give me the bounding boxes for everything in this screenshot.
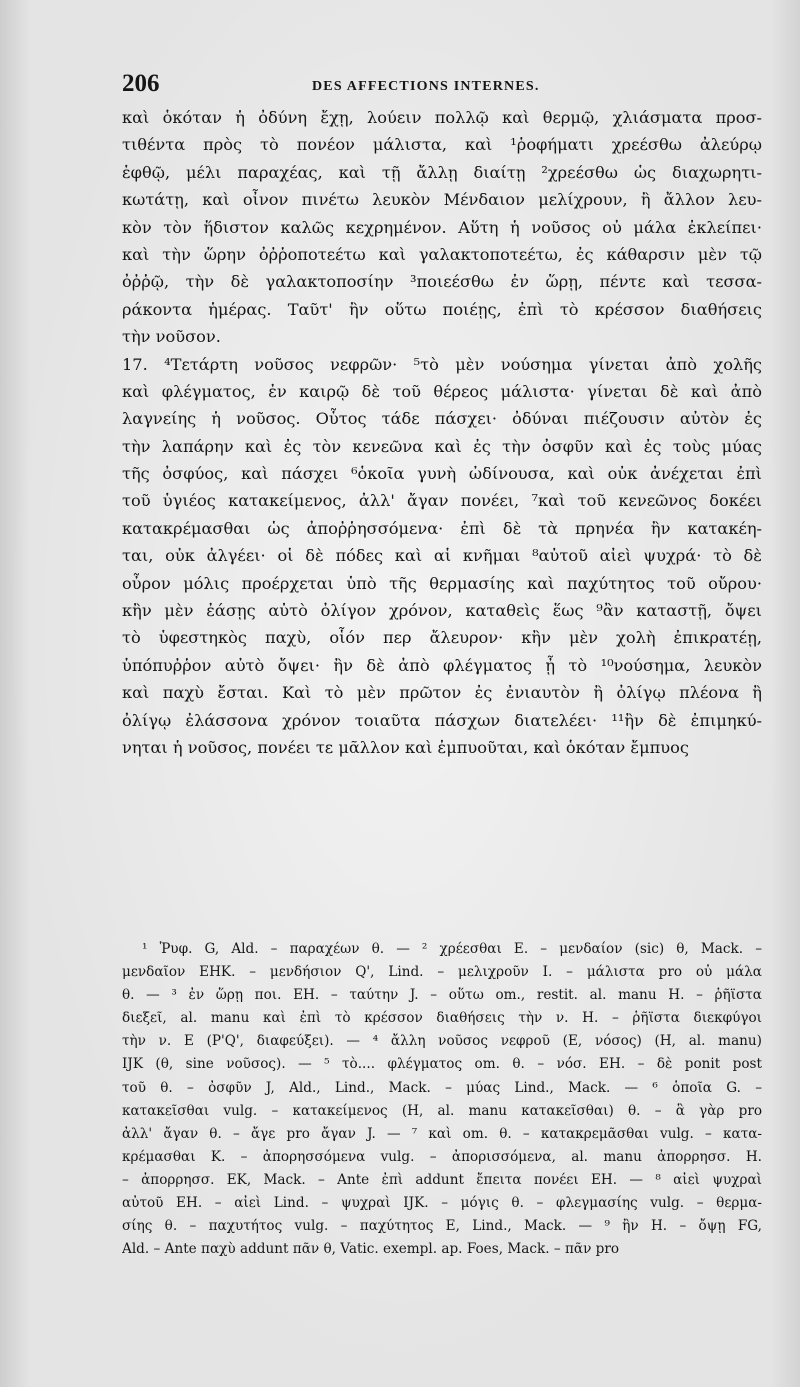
- running-title: DES AFFECTIONS INTERNES.: [312, 79, 540, 94]
- main-text: [122, 104, 762, 761]
- page-number: 206: [122, 70, 160, 97]
- text-line: κατακρέμασθαι ὡς ἀποῤῥησσόμενα· ἐπὶ δὲ τὰ πρηνέα ἢν κατακέη-: [122, 518, 762, 538]
- text-line: τὴν λαπάρην καὶ ἐς τὸν κενεῶνα καὶ ἐς τὴν ὀσφῦν καὶ ἐς τοὺς μύας: [122, 436, 762, 456]
- text-line: τοῦ ὑγιέος κατακείμενος, ἀλλ' ἄγαν πονέει, ⁷καὶ τοῦ κενεῶνος δοκέει: [122, 491, 762, 511]
- text-line: 17. ⁴Τετάρτη νοῦσος νεφρῶν· ⁵τὸ μὲν νούσημα γίνεται ἀπὸ χολῆς: [122, 354, 762, 374]
- text-line: καὶ παχὺ ἔσται. Καὶ τὸ μὲν πρῶτον ἐς ἐνιαυτὸν ἢ ὀλίγῳ πλέονα ἢ: [122, 683, 762, 703]
- text-line: λαγνείης ἡ νοῦσος. Οὗτος τάδε πάσχει· ὀδύναι πιέζουσιν αὐτὸν ἐς: [122, 409, 762, 429]
- page-header: [122, 70, 762, 104]
- footnote-line: IJK (θ, sine νοῦσος). — ⁵ τὸ.... φλέγματος om. θ. – νόσ. EH. – δὲ ponit post: [122, 1056, 762, 1073]
- text-line: κωτάτῃ, καὶ οἶνον πινέτω λευκὸν Μένδαιον μελίχρουν, ἢ ἄλλον λευ-: [122, 190, 762, 210]
- footnote-line: ¹ Ῥυφ. G, Ald. – παραχέων θ. — ² χρέεσθαι E. – μενδαίον (sic) θ, Mack. –: [142, 941, 762, 957]
- footnote-line: τὴν ν. E (P'Q', διαφεύξει). — ⁴ ἄλλη νοῦσος νεφροῦ (E, νόσος) (H, al. manu): [122, 1033, 762, 1050]
- text-line: τὸ ὑφεστηκὸς παχὺ, οἷόν περ ἄλευρον· κἢν μὲν χολὴ ἐπικρατέῃ,: [122, 628, 762, 648]
- footnote-line: – ἀπορρησσ. EK, Mack. – Ante ἐπὶ addunt ἔπειτα πονέει EH. — ⁸ αἰεὶ ψυχραὶ: [122, 1171, 762, 1188]
- text-line: τὴν νοῦσον.: [122, 327, 221, 347]
- text-line: ράκοντα ἡμέρας. Ταῦτ' ἢν οὕτω ποιέῃς, ἐπὶ τὸ κρέσσον διαθήσεις: [122, 299, 762, 319]
- footnote-line: τοῦ θ. – ὀσφῦν J, Ald., Lind., Mack. – μύας Lind., Mack. — ⁶ ὁποῖα G. –: [122, 1079, 762, 1096]
- text-line: κἢν μὲν ἐάσῃς αὐτὸ ὀλίγον χρόνον, καταθεὶς ἕως ⁹ἂν καταστῇ, ὄψει: [122, 601, 762, 621]
- footnote-line: Ald. – Ante παχὺ addunt πᾶν θ, Vatic. exempl. ap. Foes, Mack. – πᾶν pro: [122, 1241, 620, 1258]
- footnote-line: σίης θ. – παχυτήτος vulg. – παχύτητος E, Lind., Mack. — ⁹ ἢν H. – ὄψῃ FG,: [122, 1218, 762, 1235]
- text-line: κὸν τὸν ἥδιστον καλῶς κεχρημένον. Αὕτη ἡ νοῦσος οὐ μάλα ἐκλείπει·: [122, 217, 762, 237]
- footnote-line: θ. — ³ ἐν ὥρῃ ποι. EH. – ταύτην J. – οὕτω om., restit. al. manu H. – ῥῆϊστα: [122, 987, 762, 1004]
- text-line: ὀῤῥῷ, τὴν δὲ γαλακτοποσίην ³ποιεέσθω ἐν ὥρῃ, πέντε καὶ τεσσα-: [122, 272, 762, 292]
- footnote-line: μενδαῖον EHK. – μενδήσιον Q', Lind. – μελιχροῦν I. – μάλιστα pro οὐ μάλα: [122, 964, 762, 981]
- text-line: καὶ ὁκόταν ἡ ὀδύνη ἔχῃ, λούειν πολλῷ καὶ θερμῷ, χλιάσματα προσ-: [122, 108, 762, 127]
- footnote-line: διεξεῖ, al. manu καὶ ἐπὶ τὸ κρέσσον διαθήσεις τὴν ν. H. – ῥῆϊστα διεκφύγοι: [122, 1010, 762, 1027]
- footnotes: [122, 938, 762, 1261]
- text-line: καὶ τὴν ὥρην ὀῤῥοποτεέτω καὶ γαλακτοποτεέτω, ἐς κάθαρσιν μὲν τῷ: [122, 244, 762, 264]
- text-line: οὖρον μόλις προέρχεται ὑπὸ τῆς θερμασίης καὶ παχύτητος τοῦ οὔρου·: [122, 573, 762, 593]
- text-line: ἑφθῷ, μέλι παραχέας, καὶ τῇ ἄλλῃ διαίτῃ ²χρεέσθω ὡς διαχωρητι-: [122, 162, 762, 182]
- text-line: καὶ φλέγματος, ἐν καιρῷ δὲ τοῦ θέρεος μάλιστα· γίνεται δὲ καὶ ἀπὸ: [122, 381, 762, 401]
- footnote-line: κρέμασθαι K. – ἀπορησσόμενα vulg. – ἀπορισσόμενα, al. manu ἀπορρησσ. H.: [122, 1148, 762, 1165]
- footnote-line: κατακεῖσθαι vulg. – κατακείμενος (H, al. manu κατακεῖσθαι) θ. – ἃ γὰρ pro: [122, 1102, 762, 1119]
- text-line: ται, οὐκ ἀλγέει· οἱ δὲ πόδες καὶ αἱ κνῆμαι ⁸αὐτοῦ αἰεὶ ψυχρά· τὸ δὲ: [122, 546, 762, 566]
- text-line: ὀλίγῳ ἐλάσσονα χρόνον τοιαῦτα πάσχων διατελέει· ¹¹ἢν δὲ ἐπιμηκύ-: [122, 710, 762, 730]
- footnote-line: ἀλλ' ἄγαν θ. – ἄγε pro ἄγαν J. — ⁷ καὶ om. θ. – κατακρεμᾶσθαι vulg. – κατα-: [122, 1125, 762, 1142]
- text-line: ὑπόπυῤῥον αὐτὸ ὄψει· ἢν δὲ ἀπὸ φλέγματος ᾖ τὸ ¹⁰νούσημα, λευκὸν: [122, 655, 762, 675]
- text-line: νηται ἡ νοῦσος, πονέει τε μᾶλλον καὶ ἐμπυοῦται, καὶ ὁκόταν ἔμπυος: [122, 737, 689, 757]
- footnote-line: αὐτοῦ EH. – αἰεὶ Lind. – ψυχραὶ IJK. – μόγις θ. – φλεγμασίης vulg. – θερμα-: [122, 1195, 762, 1212]
- text-line: τῆς ὀσφύος, καὶ πάσχει ⁶ὁκοῖα γυνὴ ὠδίνουσα, καὶ οὐκ ἀνέχεται ἐπὶ: [122, 464, 762, 484]
- text-line: τιθέντα πρὸς τὸ πονέον μάλιστα, καὶ ¹ῥοφήματι χρεέσθω ἀλεύρῳ: [122, 135, 762, 155]
